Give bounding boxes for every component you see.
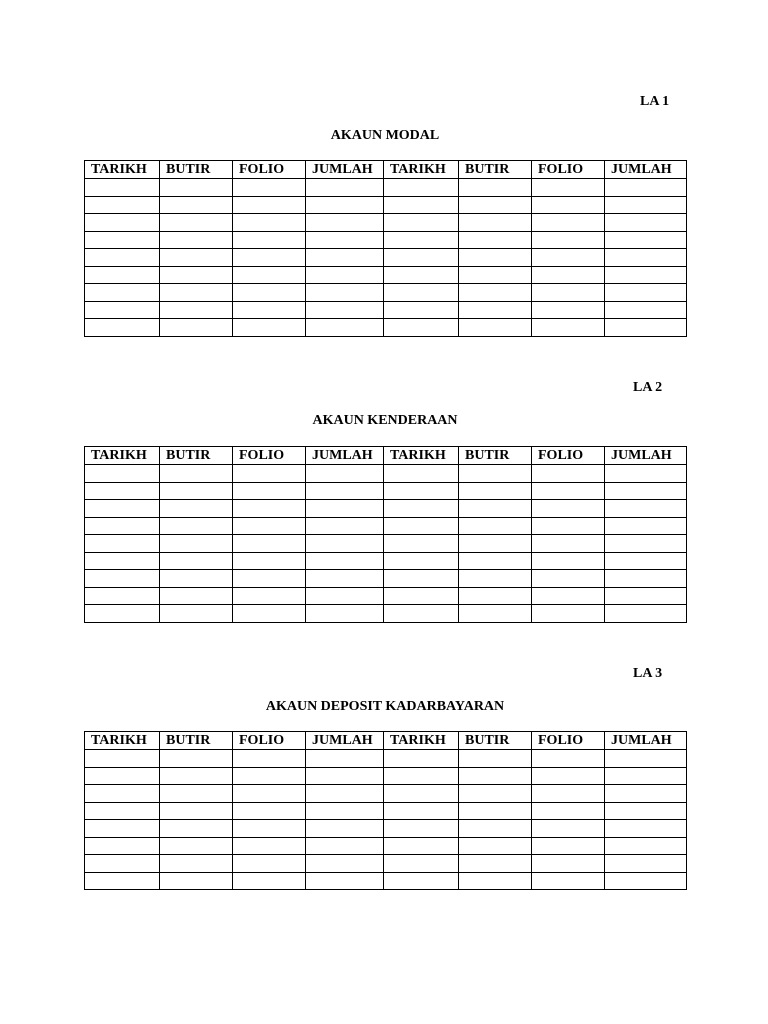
- table-cell: [233, 820, 306, 838]
- table-cell: [605, 872, 687, 890]
- table-cell: [85, 872, 160, 890]
- table-row: [85, 820, 687, 838]
- table-cell: [459, 500, 532, 518]
- table-cell: [532, 802, 605, 820]
- table-cell: [532, 231, 605, 249]
- table-cell: [532, 767, 605, 785]
- table-cell: [459, 179, 532, 197]
- table-cell: [532, 872, 605, 890]
- table-cell: [85, 855, 160, 873]
- table-cell: [459, 465, 532, 483]
- table-cell: [384, 570, 459, 588]
- table-cell: [384, 587, 459, 605]
- table-cell: [532, 266, 605, 284]
- ledger-table-1: [84, 160, 687, 337]
- table-cell: [85, 301, 160, 319]
- table-cell: [605, 837, 687, 855]
- table-cell: [233, 465, 306, 483]
- table-cell: [233, 872, 306, 890]
- table-cell: [384, 231, 459, 249]
- table-cell: [384, 500, 459, 518]
- table-cell: [85, 587, 160, 605]
- table-cell: [160, 284, 233, 302]
- table-cell: [532, 535, 605, 553]
- table-cell: [384, 750, 459, 768]
- table-cell: [160, 196, 233, 214]
- table-cell: [384, 552, 459, 570]
- table-cell: [459, 301, 532, 319]
- column-header-butir: BUTIR: [459, 732, 532, 750]
- table-cell: [233, 837, 306, 855]
- table-cell: [605, 231, 687, 249]
- table-cell: [233, 552, 306, 570]
- table-cell: [85, 837, 160, 855]
- table-cell: [532, 301, 605, 319]
- akaun-kenderaan-title: AKAUN KENDERAAN: [312, 413, 458, 428]
- column-header-folio: FOLIO: [532, 161, 605, 179]
- table-cell: [85, 465, 160, 483]
- column-header-folio: FOLIO: [233, 732, 306, 750]
- table-cell: [85, 214, 160, 232]
- table-cell: [160, 820, 233, 838]
- column-header-folio: FOLIO: [532, 732, 605, 750]
- table-cell: [605, 570, 687, 588]
- table-cell: [532, 570, 605, 588]
- table-row: [85, 570, 687, 588]
- table-cell: [160, 855, 233, 873]
- column-header-tarikh: TARIKH: [384, 161, 459, 179]
- table-cell: [306, 535, 384, 553]
- column-header-butir: BUTIR: [459, 161, 532, 179]
- table-row: [85, 535, 687, 553]
- table-cell: [233, 767, 306, 785]
- table-cell: [233, 266, 306, 284]
- table-row: [85, 196, 687, 214]
- table-cell: [306, 855, 384, 873]
- table-row: [85, 266, 687, 284]
- table-cell: [605, 750, 687, 768]
- table-cell: [459, 266, 532, 284]
- column-header-butir: BUTIR: [160, 447, 233, 465]
- table-cell: [532, 196, 605, 214]
- table-cell: [384, 249, 459, 267]
- table-cell: [459, 855, 532, 873]
- table-cell: [459, 284, 532, 302]
- column-header-butir: BUTIR: [459, 447, 532, 465]
- table-cell: [384, 301, 459, 319]
- table-cell: [605, 767, 687, 785]
- table-cell: [85, 196, 160, 214]
- la-2-label: LA 2: [633, 380, 663, 395]
- table-cell: [605, 500, 687, 518]
- table-cell: [384, 465, 459, 483]
- table-cell: [306, 465, 384, 483]
- table-row: [85, 301, 687, 319]
- table-cell: [160, 535, 233, 553]
- table-cell: [306, 802, 384, 820]
- table-cell: [160, 517, 233, 535]
- table-cell: [605, 820, 687, 838]
- table-row: [85, 855, 687, 873]
- ledger-header-row: [85, 161, 687, 179]
- table-cell: [85, 570, 160, 588]
- table-row: [85, 750, 687, 768]
- table-cell: [233, 517, 306, 535]
- table-cell: [459, 196, 532, 214]
- table-cell: [384, 319, 459, 337]
- table-cell: [306, 500, 384, 518]
- table-cell: [233, 750, 306, 768]
- table-cell: [233, 482, 306, 500]
- table-cell: [160, 587, 233, 605]
- table-cell: [605, 855, 687, 873]
- table-cell: [233, 284, 306, 302]
- table-row: [85, 500, 687, 518]
- table-cell: [233, 249, 306, 267]
- table-cell: [384, 872, 459, 890]
- table-cell: [160, 767, 233, 785]
- table-cell: [306, 196, 384, 214]
- table-cell: [306, 750, 384, 768]
- table-row: [85, 231, 687, 249]
- table-cell: [459, 837, 532, 855]
- table-cell: [532, 482, 605, 500]
- table-cell: [160, 249, 233, 267]
- table-cell: [532, 284, 605, 302]
- table-cell: [532, 465, 605, 483]
- table-row: [85, 284, 687, 302]
- table-cell: [605, 465, 687, 483]
- table-cell: [233, 570, 306, 588]
- table-cell: [160, 802, 233, 820]
- table-cell: [160, 570, 233, 588]
- column-header-tarikh: TARIKH: [85, 447, 160, 465]
- ledger-header-row: [85, 447, 687, 465]
- table-cell: [532, 552, 605, 570]
- column-header-jumlah: JUMLAH: [605, 161, 687, 179]
- table-cell: [459, 872, 532, 890]
- table-cell: [160, 266, 233, 284]
- table-row: [85, 785, 687, 803]
- akaun-modal-title: AKAUN MODAL: [330, 128, 440, 143]
- table-cell: [384, 196, 459, 214]
- table-cell: [384, 605, 459, 623]
- table-cell: [605, 284, 687, 302]
- table-row: [85, 517, 687, 535]
- table-cell: [532, 319, 605, 337]
- table-cell: [605, 605, 687, 623]
- table-row: [85, 802, 687, 820]
- table-cell: [85, 605, 160, 623]
- table-cell: [384, 855, 459, 873]
- table-cell: [85, 517, 160, 535]
- table-cell: [605, 249, 687, 267]
- table-cell: [233, 319, 306, 337]
- table-cell: [233, 179, 306, 197]
- table-cell: [160, 482, 233, 500]
- table-cell: [605, 301, 687, 319]
- table-cell: [459, 552, 532, 570]
- table-row: [85, 465, 687, 483]
- table-cell: [306, 266, 384, 284]
- table-cell: [532, 249, 605, 267]
- table-cell: [605, 587, 687, 605]
- table-cell: [306, 605, 384, 623]
- table-cell: [160, 552, 233, 570]
- table-cell: [306, 179, 384, 197]
- table-cell: [605, 214, 687, 232]
- table-cell: [532, 587, 605, 605]
- table-cell: [306, 872, 384, 890]
- table-cell: [233, 214, 306, 232]
- table-cell: [459, 802, 532, 820]
- table-row: [85, 482, 687, 500]
- table-cell: [459, 587, 532, 605]
- column-header-folio: FOLIO: [233, 161, 306, 179]
- table-cell: [160, 500, 233, 518]
- table-row: [85, 249, 687, 267]
- table-cell: [384, 785, 459, 803]
- column-header-jumlah: JUMLAH: [306, 447, 384, 465]
- table-cell: [532, 785, 605, 803]
- table-cell: [459, 570, 532, 588]
- table-cell: [605, 785, 687, 803]
- table-cell: [605, 319, 687, 337]
- table-row: [85, 587, 687, 605]
- column-header-tarikh: TARIKH: [85, 732, 160, 750]
- column-header-tarikh: TARIKH: [384, 447, 459, 465]
- table-cell: [306, 249, 384, 267]
- table-cell: [85, 284, 160, 302]
- table-cell: [233, 301, 306, 319]
- table-cell: [85, 552, 160, 570]
- column-header-butir: BUTIR: [160, 732, 233, 750]
- column-header-butir: BUTIR: [160, 161, 233, 179]
- table-cell: [306, 319, 384, 337]
- table-cell: [306, 231, 384, 249]
- table-cell: [85, 785, 160, 803]
- table-cell: [384, 214, 459, 232]
- table-cell: [85, 179, 160, 197]
- table-cell: [532, 750, 605, 768]
- table-cell: [459, 319, 532, 337]
- table-cell: [605, 179, 687, 197]
- table-cell: [459, 820, 532, 838]
- table-cell: [532, 605, 605, 623]
- akaun-deposit-kadarbayaran-title: AKAUN DEPOSIT KADARBAYARAN: [265, 699, 505, 714]
- table-cell: [605, 196, 687, 214]
- table-cell: [306, 785, 384, 803]
- table-cell: [605, 535, 687, 553]
- table-cell: [233, 855, 306, 873]
- table-cell: [384, 802, 459, 820]
- table-cell: [605, 517, 687, 535]
- table-cell: [384, 284, 459, 302]
- column-header-folio: FOLIO: [233, 447, 306, 465]
- column-header-tarikh: TARIKH: [85, 161, 160, 179]
- column-header-jumlah: JUMLAH: [306, 732, 384, 750]
- table-cell: [306, 284, 384, 302]
- table-cell: [306, 570, 384, 588]
- column-header-tarikh: TARIKH: [384, 732, 459, 750]
- table-cell: [459, 249, 532, 267]
- table-cell: [85, 802, 160, 820]
- table-cell: [306, 837, 384, 855]
- table-cell: [532, 179, 605, 197]
- table-cell: [85, 820, 160, 838]
- table-cell: [160, 179, 233, 197]
- table-cell: [306, 552, 384, 570]
- table-cell: [532, 214, 605, 232]
- table-cell: [384, 820, 459, 838]
- table-cell: [532, 855, 605, 873]
- table-cell: [306, 587, 384, 605]
- table-cell: [532, 820, 605, 838]
- table-row: [85, 179, 687, 197]
- table-cell: [160, 785, 233, 803]
- table-cell: [459, 605, 532, 623]
- ledger-header-row: [85, 732, 687, 750]
- table-cell: [160, 750, 233, 768]
- table-cell: [532, 500, 605, 518]
- table-row: [85, 837, 687, 855]
- table-cell: [459, 482, 532, 500]
- table-cell: [306, 214, 384, 232]
- table-cell: [384, 767, 459, 785]
- table-cell: [233, 802, 306, 820]
- table-cell: [233, 500, 306, 518]
- table-cell: [532, 517, 605, 535]
- table-row: [85, 872, 687, 890]
- column-header-jumlah: JUMLAH: [605, 447, 687, 465]
- table-cell: [306, 767, 384, 785]
- la-1-label: LA 1: [640, 94, 670, 109]
- table-cell: [233, 587, 306, 605]
- table-cell: [532, 837, 605, 855]
- column-header-jumlah: JUMLAH: [306, 161, 384, 179]
- table-cell: [384, 179, 459, 197]
- table-row: [85, 552, 687, 570]
- table-cell: [160, 231, 233, 249]
- table-cell: [160, 301, 233, 319]
- table-cell: [160, 465, 233, 483]
- table-row: [85, 767, 687, 785]
- table-cell: [233, 196, 306, 214]
- table-row: [85, 605, 687, 623]
- table-cell: [605, 482, 687, 500]
- table-cell: [384, 266, 459, 284]
- column-header-jumlah: JUMLAH: [605, 732, 687, 750]
- table-cell: [605, 802, 687, 820]
- table-cell: [85, 319, 160, 337]
- table-cell: [85, 231, 160, 249]
- table-cell: [384, 482, 459, 500]
- table-cell: [85, 767, 160, 785]
- table-cell: [459, 767, 532, 785]
- table-cell: [459, 785, 532, 803]
- table-cell: [459, 517, 532, 535]
- table-row: [85, 319, 687, 337]
- ledger-table-3: [84, 731, 687, 890]
- la-3-label: LA 3: [633, 666, 663, 681]
- table-cell: [85, 535, 160, 553]
- ledger-table-2: [84, 446, 687, 623]
- table-cell: [160, 214, 233, 232]
- table-row: [85, 214, 687, 232]
- table-cell: [85, 500, 160, 518]
- table-cell: [85, 750, 160, 768]
- table-cell: [85, 482, 160, 500]
- column-header-folio: FOLIO: [532, 447, 605, 465]
- table-cell: [233, 535, 306, 553]
- table-cell: [306, 482, 384, 500]
- table-cell: [306, 820, 384, 838]
- table-cell: [306, 301, 384, 319]
- table-cell: [85, 249, 160, 267]
- table-cell: [233, 605, 306, 623]
- table-cell: [459, 535, 532, 553]
- table-cell: [85, 266, 160, 284]
- table-cell: [605, 266, 687, 284]
- table-cell: [160, 872, 233, 890]
- table-cell: [160, 837, 233, 855]
- table-cell: [384, 535, 459, 553]
- table-cell: [160, 605, 233, 623]
- table-cell: [384, 517, 459, 535]
- table-cell: [233, 785, 306, 803]
- table-cell: [160, 319, 233, 337]
- table-cell: [605, 552, 687, 570]
- table-cell: [233, 231, 306, 249]
- table-cell: [384, 837, 459, 855]
- table-cell: [306, 517, 384, 535]
- table-cell: [459, 750, 532, 768]
- table-cell: [459, 214, 532, 232]
- table-cell: [459, 231, 532, 249]
